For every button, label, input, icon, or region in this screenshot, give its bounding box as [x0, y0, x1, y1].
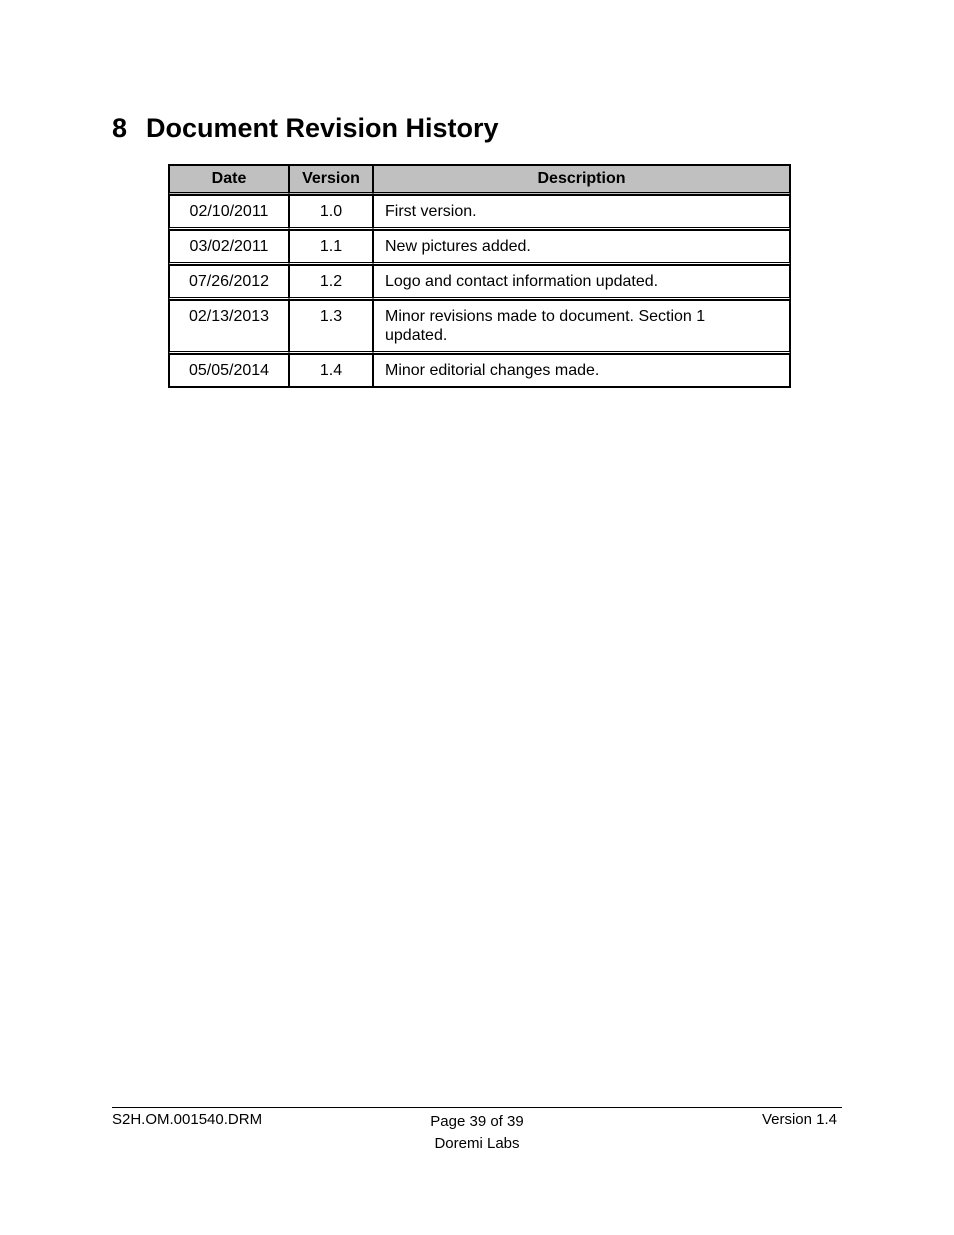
header-date: Date [169, 165, 289, 195]
cell-description: Minor editorial changes made. [373, 354, 790, 387]
section-number: 8 [112, 113, 128, 143]
cell-description: Minor revisions made to document. Section 1 updated. [373, 300, 790, 354]
table-row [169, 265, 790, 300]
footer-page-number: Page 39 of 39 [430, 1113, 524, 1130]
cell-version: 1.2 [289, 265, 373, 300]
cell-date: 02/13/2013 [169, 300, 289, 354]
table-header-row [169, 165, 790, 195]
footer-version: Version 1.4 [761, 1111, 837, 1128]
cell-description: New pictures added. [373, 230, 790, 265]
cell-description: First version. [373, 195, 790, 230]
cell-date: 02/10/2011 [169, 195, 289, 230]
table-row [169, 354, 790, 387]
footer-divider [112, 1107, 842, 1108]
table-row [169, 230, 790, 265]
page-title [112, 110, 499, 146]
cell-date: 07/26/2012 [169, 265, 289, 300]
cell-version: 1.0 [289, 195, 373, 230]
cell-description: Logo and contact information updated. [373, 265, 790, 300]
table-row [169, 300, 790, 354]
header-description: Description [373, 165, 790, 195]
table-row [169, 195, 790, 230]
cell-date: 03/02/2011 [169, 230, 289, 265]
header-version: Version [289, 165, 373, 195]
cell-version: 1.3 [289, 300, 373, 354]
footer-company: Doremi Labs [434, 1135, 520, 1152]
footer-center [377, 1111, 577, 1155]
cell-date: 05/05/2014 [169, 354, 289, 387]
revision-history-table [168, 164, 791, 388]
cell-version: 1.4 [289, 354, 373, 387]
cell-version: 1.1 [289, 230, 373, 265]
section-title: Document Revision History [146, 113, 499, 143]
footer-doc-id: S2H.OM.001540.DRM [112, 1111, 263, 1128]
